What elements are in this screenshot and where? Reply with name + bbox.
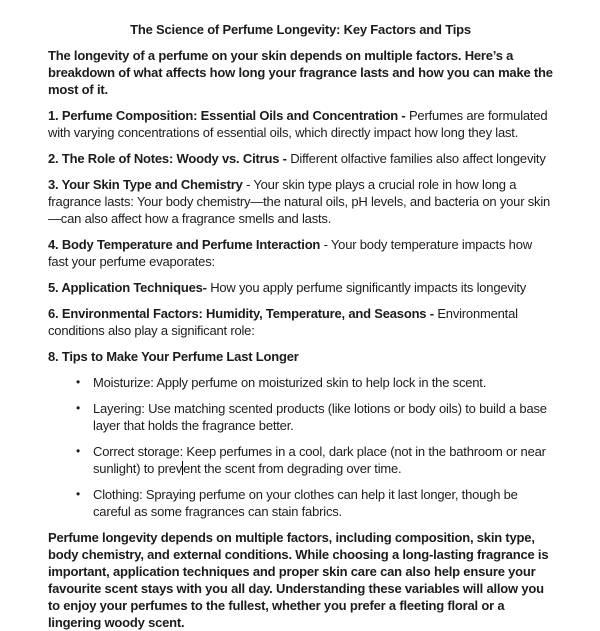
tip-text: Clothing: Spraying perfume on your clothes can help it last longer, though be careful as some fragrances can stain fabrics.: [93, 487, 518, 519]
section-body: Perfumes are formulated with varying concentrations of essential oils, which directly impact how long they last.: [48, 108, 548, 140]
section-heading: 8. Tips to Make Your Perfume Last Longer: [48, 349, 299, 364]
tip-text-before-caret: Correct storage: Keep perfumes in a cool, dark place (not in the bathroom or near sunlight) to prev: [93, 444, 546, 476]
section-heading: 3. Your Skin Type and Chemistry: [48, 177, 243, 192]
section-heading: 5. Application Techniques-: [48, 280, 207, 295]
section-paragraph-2[interactable]: [48, 150, 553, 167]
section-heading: 1. Perfume Composition: Essential Oils and Concentration -: [48, 108, 406, 123]
section-heading: 6. Environmental Factors: Humidity, Temperature, and Seasons -: [48, 306, 434, 321]
document-title[interactable]: The Science of Perfume Longevity: Key Factors and Tips: [130, 22, 471, 37]
section-paragraph-8[interactable]: [48, 348, 553, 365]
section-paragraph-6[interactable]: [48, 305, 553, 339]
section-body: - Your body temperature impacts how fast your perfume evaporates:: [48, 237, 532, 269]
intro-paragraph[interactable]: The longevity of a perfume on your skin depends on multiple factors. Here’s a breakdown of what affects how long your fragrance lasts and how you can make the most of it.: [48, 48, 553, 97]
tip-text: Moisturize: Apply perfume on moisturized skin to help lock in the scent.: [93, 375, 487, 390]
section-body: Different olfactive families also affect longevity: [290, 151, 546, 166]
bullet-icon: •: [76, 487, 81, 501]
tip-text-after-caret: ent the scent from degrading over time.: [183, 461, 402, 476]
tip-text: Layering: Use matching scented products (like lotions or body oils) to build a base layer that holds the fragrance better.: [93, 401, 547, 433]
section-heading: 4. Body Temperature and Perfume Interaction: [48, 237, 321, 252]
section-paragraph-4[interactable]: [48, 236, 553, 270]
closing-paragraph[interactable]: Perfume longevity depends on multiple factors, including composition, skin type, body chemistry, and external conditions. While choosing a long-lasting fragrance is important, application techniques and proper skin care can also help ensure your favourite scent stays with you all day. Understanding these variables will allow you to enjoy your perfumes to the fullest, whether you prefer a fleeting floral or a lingering woody scent.: [48, 530, 549, 630]
tip-item-layering[interactable]: [48, 400, 553, 434]
bullet-icon: •: [76, 401, 81, 415]
tip-item-clothing[interactable]: [48, 486, 553, 520]
bullet-icon: •: [76, 444, 81, 458]
section-body: Environmental conditions also play a significant role:: [48, 306, 518, 338]
tip-item-moisturize[interactable]: [48, 374, 553, 391]
bullet-icon: •: [76, 375, 81, 389]
section-body: How you apply perfume significantly impacts its longevity: [210, 280, 527, 295]
tips-list: [48, 374, 553, 520]
tip-item-storage[interactable]: [48, 443, 553, 477]
section-body: - Your skin type plays a crucial role in how long a fragrance lasts: Your body chemistry—the natural oils, pH levels, and bacteria on your skin—can also affect how a fragrance smells and lasts.: [48, 177, 551, 226]
section-paragraph-1[interactable]: [48, 107, 553, 141]
section-paragraph-5[interactable]: [48, 279, 553, 296]
section-paragraph-3[interactable]: [48, 176, 553, 227]
section-heading: 2. The Role of Notes: Woody vs. Citrus -: [48, 151, 287, 166]
